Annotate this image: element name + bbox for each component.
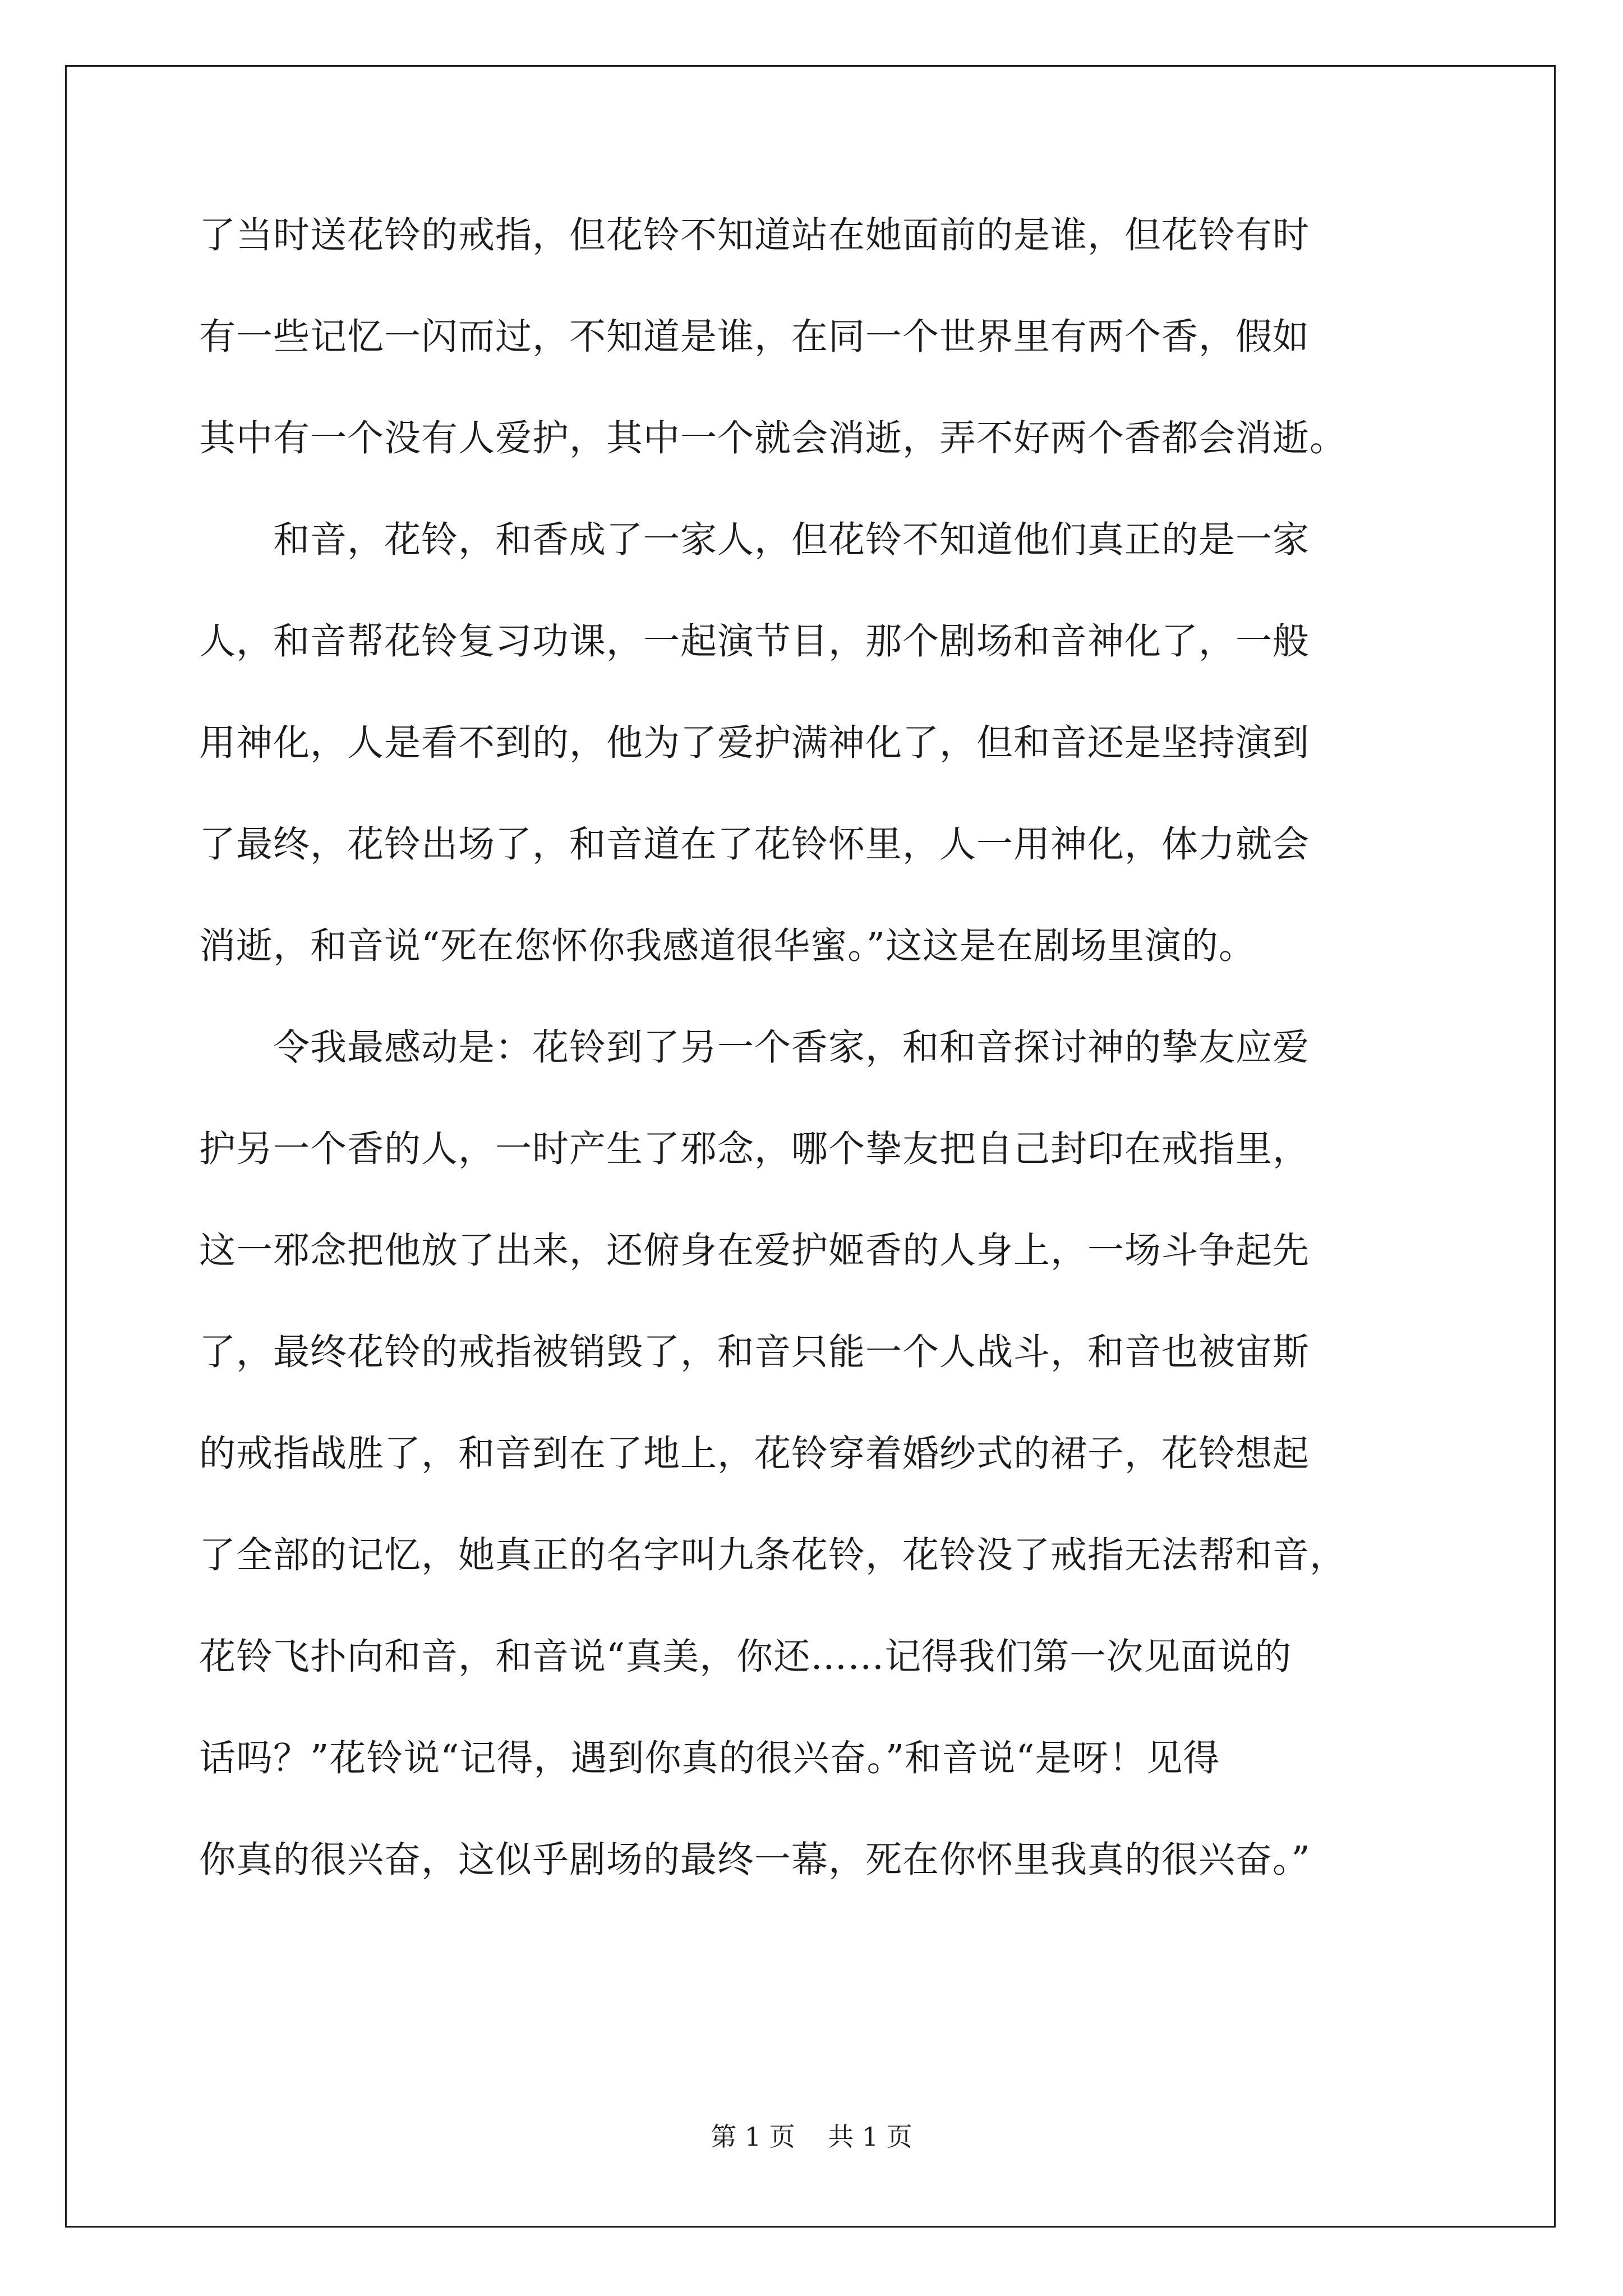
text-line: 了最终，花铃出场了，和音道在了花铃怀里，人一用神化，体力就会 [199,823,1310,866]
text-line: 其中有一个没有人爱护，其中一个就会消逝，弄不好两个香都会消逝。 [199,417,1347,459]
text-line: 用神化，人是看不到的，他为了爱护满神化了，但和音还是坚持演到 [199,722,1310,764]
text-line: 花铃飞扑向和音，和音说“真美，你还……记得我们第一次见面说的 [199,1636,1292,1678]
text-line: 这一邪念把他放了出来，还俯身在爱护姬香的人身上，一场斗争起先 [199,1230,1310,1272]
text-line: 的戒指战胜了，和音到在了地上，花铃穿着婚纱式的裙子，花铃想起 [199,1433,1310,1475]
text-line: 了，最终花铃的戒指被销毁了，和音只能一个人战斗，和音也被宙斯 [199,1331,1310,1373]
text-line: 令我最感动是：花铃到了另一个香家，和和音探讨神的挚友应爱 [199,1027,1310,1069]
page-number-footer: 第 1 页 共 1 页 [711,2122,912,2152]
text-line: 和音，花铃，和香成了一家人，但花铃不知道他们真正的是一家 [199,519,1310,561]
text-line: 话吗？”花铃说“记得，遇到你真的很兴奋。”和音说“是呀！见得 [199,1737,1220,1779]
text-line: 人，和音帮花铃复习功课，一起演节目，那个剧场和音神化了，一般 [199,620,1310,662]
text-line: 护另一个香的人，一时产生了邪念，哪个挚友把自己封印在戒指里， [199,1128,1310,1170]
text-line: 消逝，和音说“死在您怀你我感道很华蜜。”这这是在剧场里演的。 [199,925,1256,967]
text-line: 有一些记忆一闪而过，不知道是谁，在同一个世界里有两个香，假如 [199,316,1310,358]
text-line: 你真的很兴奋，这似乎剧场的最终一幕，死在你怀里我真的很兴奋。” [199,1839,1311,1881]
text-line: 了全部的记忆，她真正的名字叫九条花铃，花铃没了戒指无法帮和音， [199,1534,1347,1576]
text-line: 了当时送花铃的戒指，但花铃不知道站在她面前的是谁，但花铃有时 [199,214,1310,256]
document-body [199,213,1455,1939]
